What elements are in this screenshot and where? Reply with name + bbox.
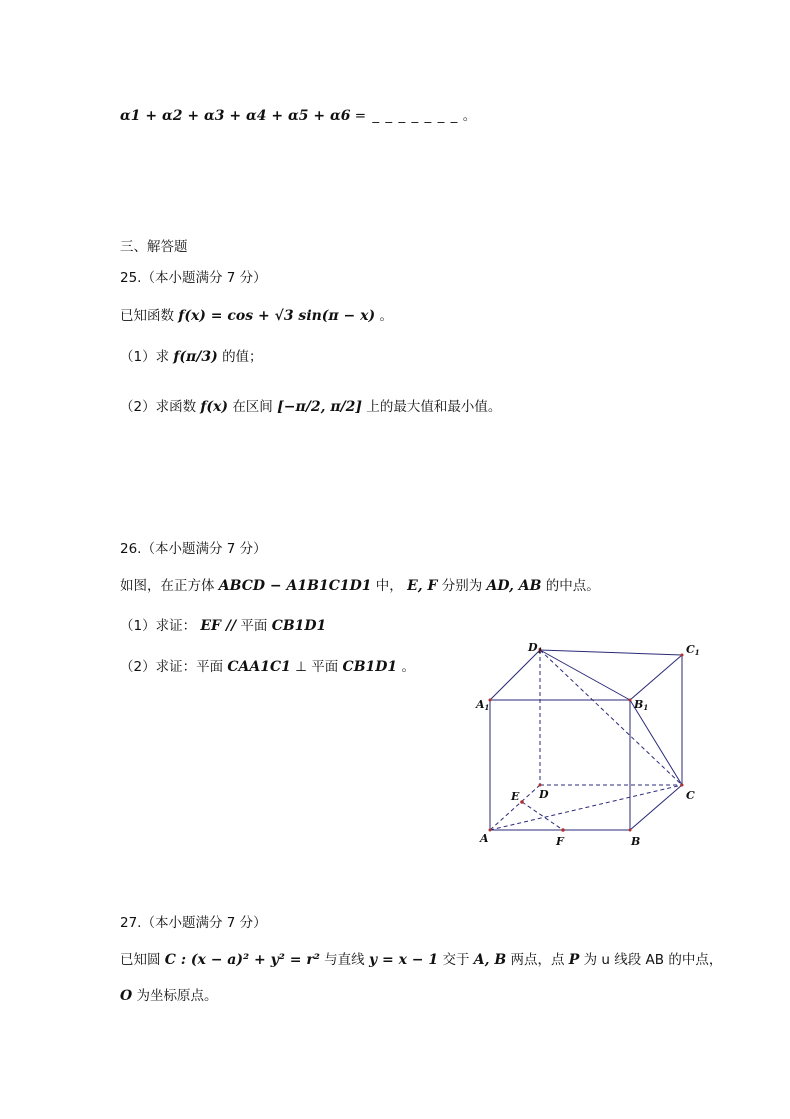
label-d1: D1 [528, 641, 543, 655]
q26-header: 26.（本小题满分 7 分） [120, 541, 267, 557]
q26-stem-mid2: 分别为 [441, 578, 483, 594]
q25-part1 [120, 344, 263, 370]
q26-part1 [120, 616, 326, 636]
q26-p1-plane-word: 平面 [240, 618, 268, 634]
q26-stem [120, 576, 600, 596]
point-a [489, 829, 492, 832]
q25-stem [120, 306, 393, 326]
edge-d1b1 [540, 650, 630, 700]
section-title: 三、解答题 [120, 239, 188, 255]
label-d: D [539, 788, 549, 801]
q27-header: 27.（本小题满分 7 分） [120, 915, 267, 931]
q25-stem-end: 。 [379, 308, 393, 324]
q27-stem [120, 950, 722, 970]
q27-origin: O [120, 988, 133, 1004]
q24-blank: = _ _ _ _ _ _ _ [354, 108, 459, 124]
q25-p1-suffix: 的值； [222, 349, 263, 365]
q25-p2-prefix: （2）求函数 [120, 399, 197, 415]
point-f [561, 828, 565, 832]
label-a1: A1 [476, 698, 490, 712]
q26-points: E, F [407, 578, 438, 594]
label-f: F [556, 835, 564, 848]
q27-stem-mid2: 交于 [442, 952, 470, 968]
q27-point-p: P [568, 952, 580, 968]
q24-sum: α1 + α2 + α3 + α4 + α5 + α6 [120, 108, 351, 124]
q27-origin-text: 为坐标原点。 [136, 988, 218, 1004]
label-e: E [511, 790, 520, 803]
q27-points: A, B [473, 952, 507, 968]
label-b: B [631, 835, 641, 848]
q26-cube: ABCD − A1B1C1D1 [218, 578, 372, 594]
q26-stem-end: 的中点。 [545, 578, 600, 594]
point-d [539, 784, 542, 787]
label-a: A [480, 832, 489, 845]
q27-stem-prefix: 已知圆 [120, 952, 161, 968]
q26-stem-mid: 中， [375, 578, 403, 594]
q25-p2-suffix: 上的最大值和最小值。 [366, 399, 502, 415]
q24-line [120, 106, 476, 126]
point-c [681, 784, 684, 787]
edge-d1a1 [490, 650, 540, 700]
point-a1 [489, 699, 492, 702]
q26-edges: AD, AB [486, 578, 542, 594]
edge-bc [630, 785, 682, 830]
q26-p2-plane1: CAA1C1 [227, 659, 291, 675]
q27-circle: C : (x − a)² + y² = r² [164, 952, 320, 968]
edge-b1c1 [630, 655, 682, 700]
q25-p2-mid: 在区间 [232, 399, 273, 415]
q26-stem-prefix: 如图，在正方体 [120, 578, 215, 594]
q26-p1-line: EF // [200, 618, 237, 634]
q26-p2-prefix: （2）求证：平面 [120, 659, 224, 675]
q26-p1-plane: CB1D1 [271, 618, 327, 634]
q27-stem-mid: 与直线 [324, 952, 365, 968]
q25-p1-prefix: （1）求 [120, 349, 170, 365]
q25-p2-interval: [−π/2, π/2] [277, 399, 363, 415]
q27-stem-2 [120, 986, 218, 1006]
q27-stem-mid3: 两点，点 [510, 952, 565, 968]
label-c: C [686, 789, 695, 802]
q25-function: f(x) = cos + √3 sin(π − x) [178, 308, 376, 324]
q25-p2-func: f(x) [200, 399, 229, 415]
point-e [520, 800, 524, 804]
q25-stem-prefix: 已知函数 [120, 308, 174, 324]
q26-p2-perp: ⊥ [295, 659, 307, 675]
q26-part2 [120, 657, 415, 677]
q27-line: y = x − 1 [368, 952, 439, 968]
cube-figure [470, 630, 730, 860]
label-b1: B1 [634, 698, 649, 712]
edge-d1c [540, 650, 682, 785]
label-c1: C1 [686, 643, 700, 657]
q26-p2-plane-word: 平面 [311, 659, 339, 675]
q26-p2-plane2: CB1D1 [342, 659, 398, 675]
q26-p1-prefix: （1）求证： [120, 618, 197, 634]
q24-end: 。 [462, 108, 477, 124]
q25-part2 [120, 394, 501, 420]
q25-p1-expr: f(π/3) [173, 349, 218, 365]
edge-d1c1 [540, 650, 682, 655]
segment-ef [522, 802, 563, 830]
q27-stem-mid4: 为 u 线段 AB 的中点， [583, 952, 723, 968]
point-b1 [629, 699, 632, 702]
q26-p2-end: 。 [401, 659, 415, 675]
point-c1 [681, 654, 684, 657]
point-b [629, 829, 632, 832]
q25-header: 25.（本小题满分 7 分） [120, 270, 267, 286]
